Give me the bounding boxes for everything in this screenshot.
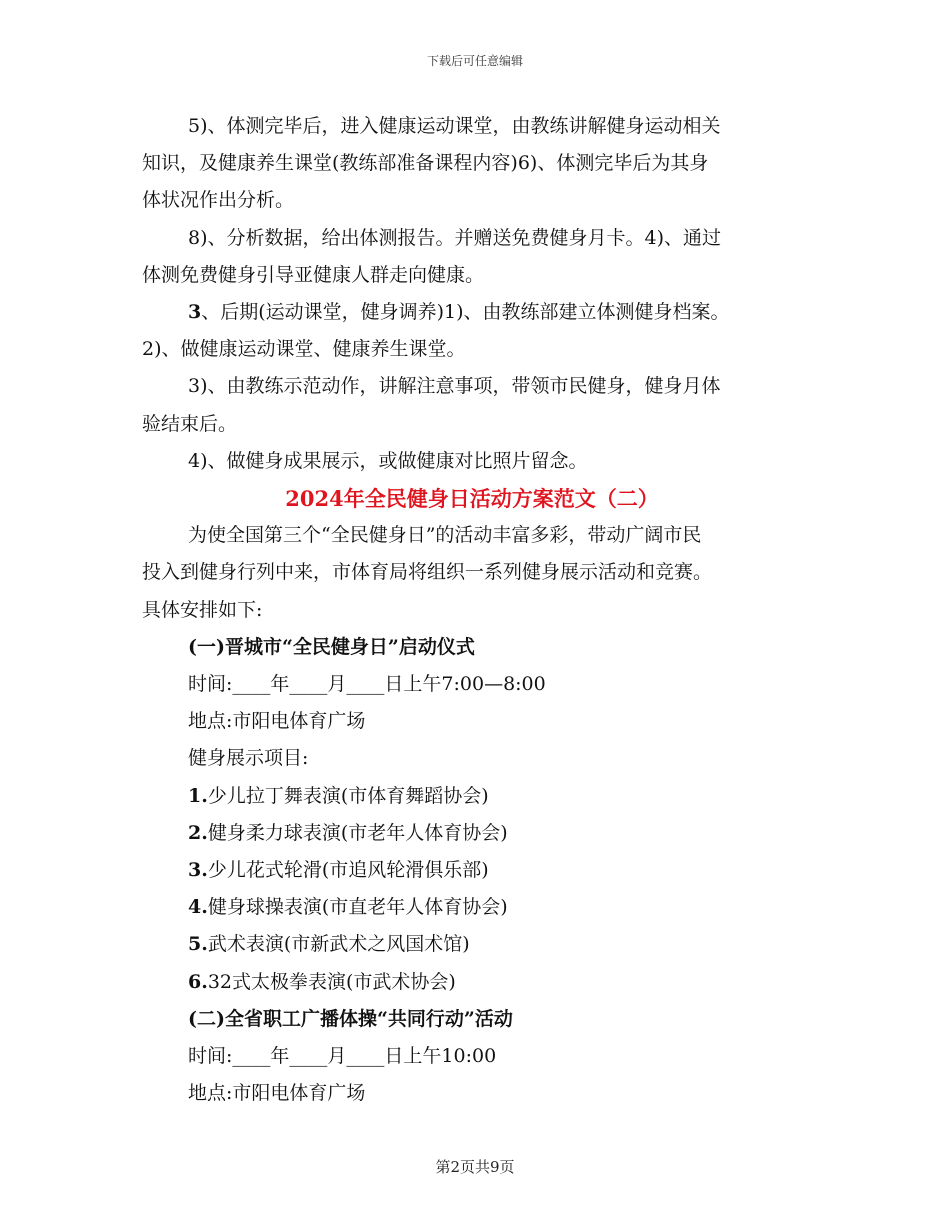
- paragraph-line: 体状况作出分析。: [142, 189, 295, 212]
- list-item-text: 健身柔力球表演(市老年人体育协会): [207, 821, 508, 844]
- paragraph-line: 知识，及健康养生课堂(教练部准备课程内容)6)、体测完毕后为其身: [142, 152, 709, 175]
- list-item: [142, 778, 802, 815]
- paragraph-line: 验结束后。: [142, 412, 238, 435]
- paragraph-line: 4)、做健身成果展示，或做健康对比照片留念。: [188, 449, 588, 472]
- list-item-number: 3.: [188, 859, 208, 882]
- paragraph-line: 2)、做健康运动课堂、健康养生课堂。: [142, 338, 466, 361]
- list-item-number: 6.: [188, 970, 208, 993]
- paragraph-line: 5)、体测完毕后，进入健康运动课堂，由教练讲解健身运动相关: [188, 115, 721, 137]
- section2-time: 时间:____年____月____日上午10:00: [188, 1045, 497, 1068]
- section1-items-label: 健身展示项目:: [188, 747, 309, 770]
- section1-place: 地点:市阳电体育广场: [188, 710, 366, 733]
- list-item-text: 少儿花式轮滑(市追风轮滑俱乐部): [207, 859, 489, 882]
- intro-line: 投入到健身行列中来，市体育局将组织一系列健身展示活动和竞赛。: [142, 561, 713, 584]
- document-body: [142, 108, 802, 1112]
- list-item: [142, 964, 802, 1001]
- list-item-text: 32式太极拳表演(市武术协会): [207, 970, 456, 993]
- stage-text: 、后期(运动课堂，健身调养)1)、由教练部建立体测健身档案。: [201, 301, 730, 324]
- list-item: [142, 852, 802, 889]
- section2-heading: (二)全省职工广播体操“共同行动”活动: [188, 1007, 513, 1030]
- intro-line: 为使全国第三个“全民健身日”的活动丰富多彩，带动广阔市民: [188, 524, 702, 547]
- list-item-number: 5.: [188, 933, 208, 956]
- section1-time: 时间:____年____月____日上午7:00—8:00: [188, 673, 546, 696]
- paragraph-line: [142, 294, 802, 331]
- paragraph-line: 3)、由教练示范动作，讲解注意事项，带领市民健身，健身月体: [188, 375, 721, 398]
- stage-number: 3: [188, 301, 202, 324]
- paragraph-line: 体测免费健身引导亚健康人群走向健康。: [142, 263, 485, 286]
- list-item-number: 1.: [188, 784, 208, 807]
- list-item-number: 4.: [188, 896, 208, 919]
- list-item-text: 健身球操表演(市直老年人体育协会): [207, 896, 508, 919]
- list-item-text: 武术表演(市新武术之风国术馆): [207, 933, 470, 956]
- section1-heading: (一)晋城市“全民健身日”启动仪式: [188, 635, 475, 658]
- paragraph-line: 8)、分析数据，给出体测报告。并赠送免费健身月卡。4)、通过: [188, 226, 722, 249]
- list-item-number: 2.: [188, 821, 208, 844]
- list-item: [142, 889, 802, 926]
- list-item: [142, 926, 802, 963]
- page-header: 下载后可任意编辑: [426, 54, 523, 68]
- list-item: [142, 815, 802, 852]
- page-footer: 第2页共9页: [435, 1158, 515, 1176]
- intro-line: 具体安排如下:: [142, 598, 263, 621]
- section-title: 2024年全民健身日活动方案范文（二）: [285, 486, 659, 512]
- list-item-text: 少儿拉丁舞表演(市体育舞蹈协会): [207, 784, 489, 807]
- section2-place: 地点:市阳电体育广场: [188, 1082, 366, 1105]
